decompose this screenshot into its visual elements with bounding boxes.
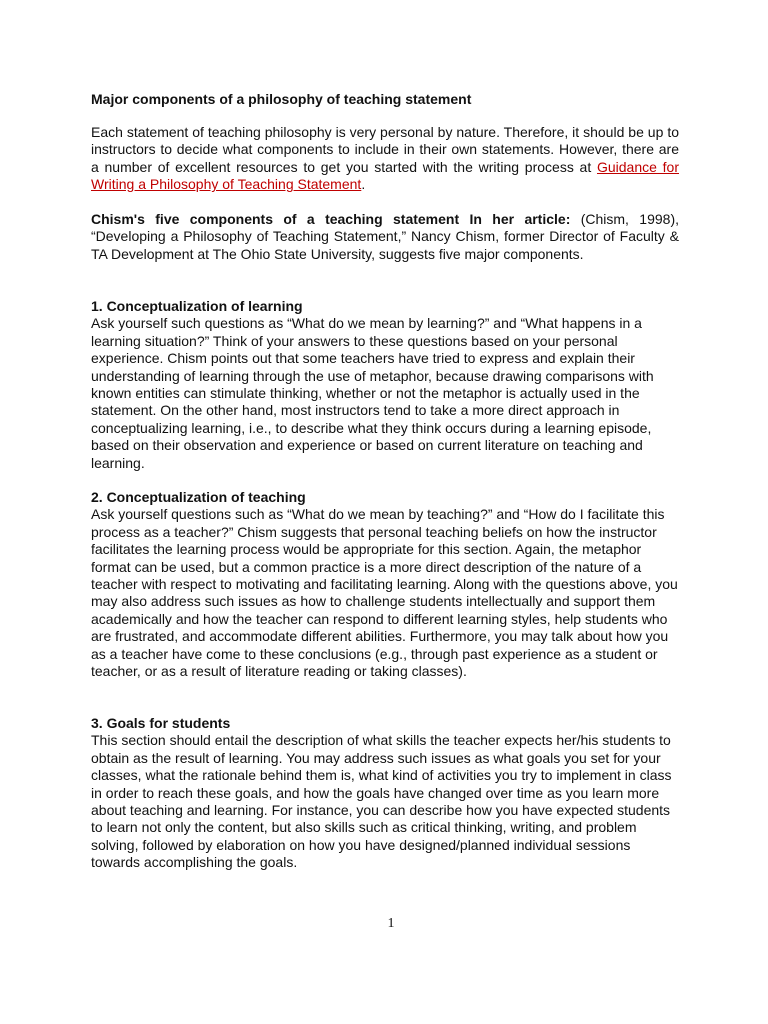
page-number: 1 [387, 916, 395, 931]
chism-lead: Chism's five components of a teaching statement In her article: [91, 211, 571, 227]
section-heading-goals: 3. Goals for students [91, 715, 231, 731]
intro-period: . [361, 176, 366, 193]
chism-paragraph [91, 211, 679, 263]
intro-paragraph [91, 124, 679, 194]
chism-text: (Chism, 1998), “Developing a Philosophy of Teaching Statement,” Nancy Chism, former Director of Faculty & TA Development at The Ohio State University, suggests five major components. [91, 211, 680, 262]
section-body-teaching: Ask yourself questions such as “What do we mean by teaching?” and “How do I facilitate this process as a teacher?” Chism suggests that personal teaching beliefs on how the instructor facilitates the learning process would be appropriate for this section. Again, the metaphor format can be used, but a common practice is a more direct description of the nature of a teacher with respect to motivating and facilitating learning. Along with the questions above, you may also address such issues as how to challenge students intellectually and support them academically and how the teacher can respond to different learning styles, help students who are frustrated, and accommodate different abilities. Furthermore, you may talk about how you as a teacher have come to these conclusions (e.g., through past experience as a student or teacher, or as a result of literature reading or taking classes). [91, 506, 678, 680]
document-title: Major components of a philosophy of teaching statement [91, 91, 472, 107]
intro-text: Each statement of teaching philosophy is very personal by nature. Therefore, it should be up to instructors to decide what components to include in their own statements. However, there are a number of excellent resources to get you started with the writing process at [91, 124, 679, 175]
document-page [91, 0, 679, 1024]
guidance-link[interactable]: Guidance for Writing a Philosophy of Teaching Statement [91, 158, 679, 193]
section-body-goals: This section should entail the description of what skills the teacher expects her/his students to obtain as the result of learning. You may address such issues as what goals you set for your classes, what the rationale behind them is, what kind of activities you try to implement in class in order to reach these goals, and how the goals have changed over time as you learn more about teaching and learning. For instance, you can describe how you have expected students to learn not only the content, but also skills such as critical thinking, writing, and problem solving, followed by elaboration on how you have designed/planned individual sessions towards accomplishing the goals. [91, 732, 672, 871]
section-goals [91, 715, 679, 872]
section-body-learning: Ask yourself such questions as “What do we mean by learning?” and “What happens in a learning situation?” Think of your answers to these questions based on your personal experience. Chism points out that some teachers have tried to express and explain their understanding of learning through the use of metaphor, because drawing comparisons with known entities can stimulate thinking, whether or not the metaphor is actually used in the statement. On the other hand, most instructors tend to take a more direct approach in conceptualizing learning, i.e., to describe what they think occurs during a learning episode, based on their observation and experience or based on current literature on teaching and learning. [91, 315, 654, 471]
section-learning [91, 298, 679, 472]
section-teaching [91, 489, 679, 680]
section-heading-teaching: 2. Conceptualization of teaching [91, 489, 306, 505]
section-heading-learning: 1. Conceptualization of learning [91, 298, 303, 314]
